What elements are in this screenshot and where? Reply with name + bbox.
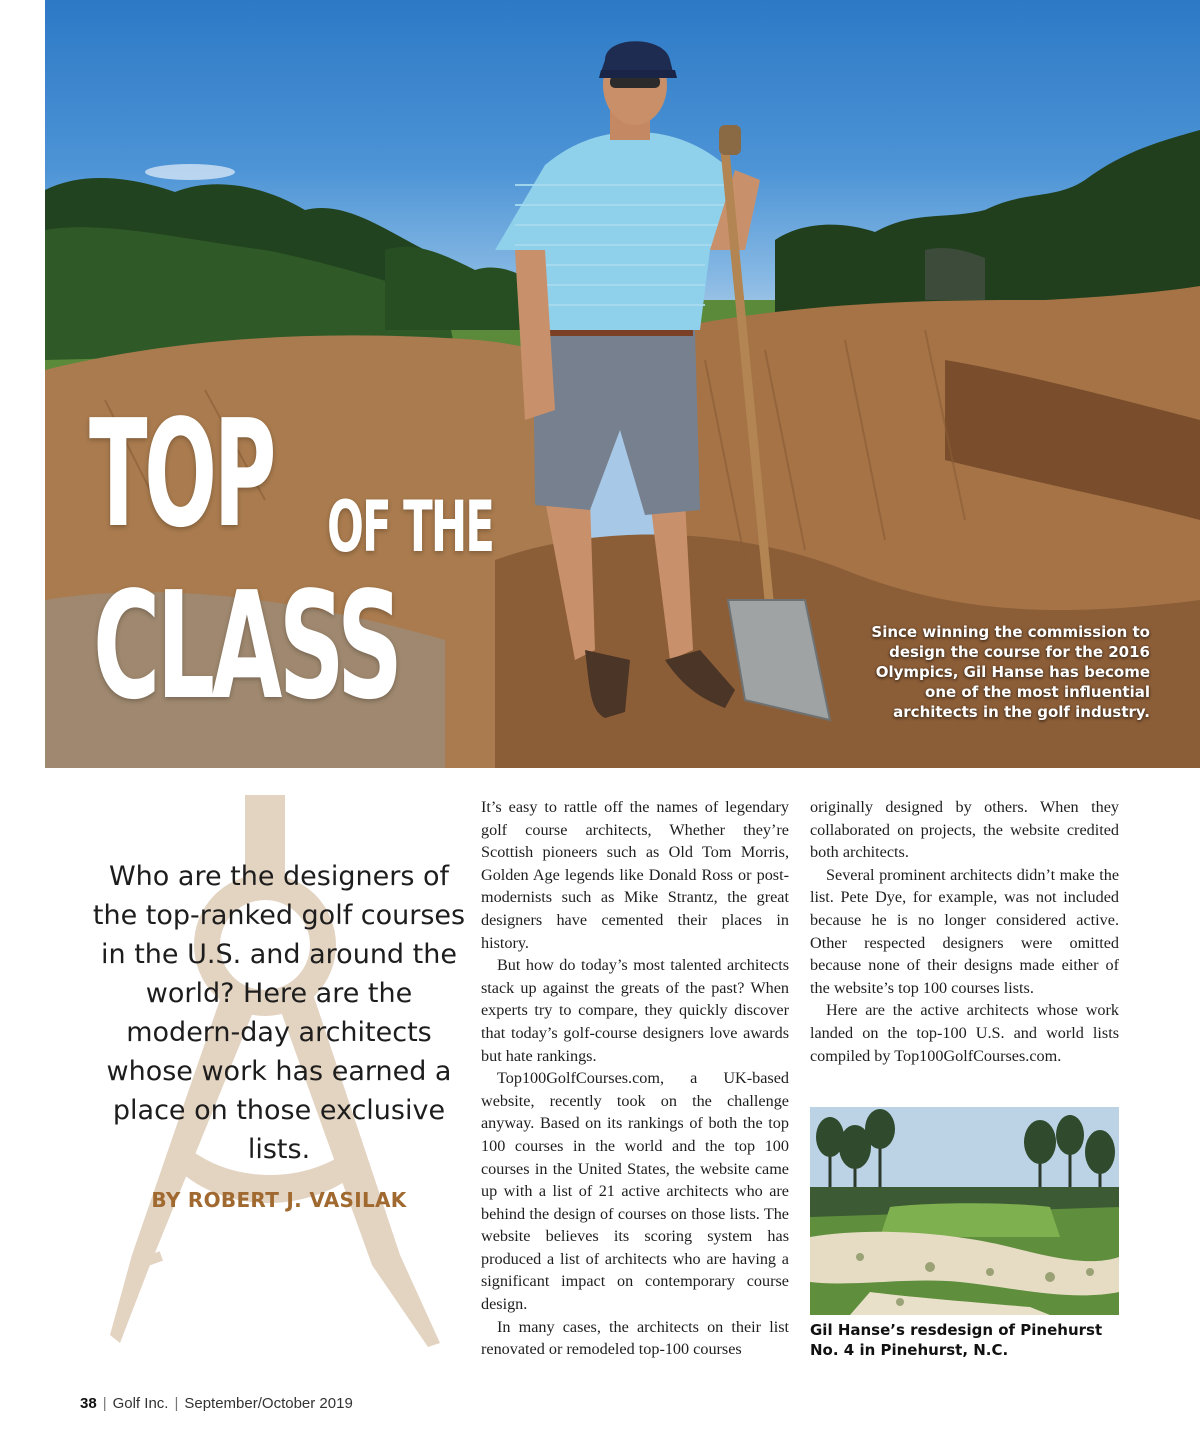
issue-date: September/October 2019 xyxy=(184,1395,353,1412)
hero-photo xyxy=(45,0,1200,768)
headline-of-the: OF THE xyxy=(327,486,494,568)
headline-class: CLASS xyxy=(93,560,400,732)
page-footer xyxy=(80,1395,353,1412)
headline-top: TOP xyxy=(89,388,274,560)
paragraph: Top100GolfCourses.com, a UK-based website, recently took on the challenge anyway. Based on its rankings of both the top 100 courses in the world and the top 100 courses in the United States, the website came up with a list of 21 active architects who are behind the design of courses on those lists. The website believes its scoring system has produced a list of architects who are having a significant impact on contemporary course design. xyxy=(481,1069,789,1314)
inset-photo xyxy=(810,1107,1119,1315)
page-number: 38 xyxy=(80,1395,97,1412)
paragraph: In many cases, the architects on their list renovated or remodeled top-100 courses xyxy=(481,1317,789,1359)
inset-photo-caption: Gil Hanse’s resdesign of Pinehurst No. 4 in Pinehurst, N.C. xyxy=(810,1321,1103,1359)
paragraph: Several prominent architects didn’t make the list. Pete Dye, for example, was not included because he is no longer considered active. Other respected designers were omitted because none of their designs made either of the website’s top 100 courses lists. xyxy=(810,865,1119,997)
paragraph: But how do today’s most talented architects stack up against the greats of the past? When experts try to compare, they quickly discover that today’s golf-course designers love awards but hate rankings. xyxy=(481,956,789,1065)
golf-course-photo xyxy=(810,1107,1119,1315)
article-column-2 xyxy=(810,796,1119,1067)
paragraph: Here are the active architects whose work landed on the top-100 U.S. and world lists compiled by Top100GolfCourses.com. xyxy=(810,1001,1119,1065)
paragraph: originally designed by others. When they collaborated on projects, the website credited both architects. xyxy=(810,798,1119,862)
footer-divider: | xyxy=(174,1395,179,1412)
hero-photo-caption: Since winning the commission to design the course for the 2016 Olympics, Gil Hanse has become one of the most influential architects in the golf industry. xyxy=(871,623,1150,721)
footer-divider: | xyxy=(102,1395,107,1412)
publication-name: Golf Inc. xyxy=(112,1395,169,1412)
article-deck: Who are the designers of the top-ranked golf courses in the U.S. and around the world? Here are the modern-day architects whose work has earned a place on those exclusive lists. xyxy=(92,861,466,1165)
byline: BY ROBERT J. VASILAK xyxy=(151,1188,407,1212)
paragraph: It’s easy to rattle off the names of legendary golf course architects, Whether they’re Scottish pioneers such as Old Tom Morris, Golden Age legends like Donald Ross or post-modernists such as Mike Strantz, the great designers have cemented their places in history. xyxy=(481,798,789,952)
article-column-1 xyxy=(481,796,789,1361)
